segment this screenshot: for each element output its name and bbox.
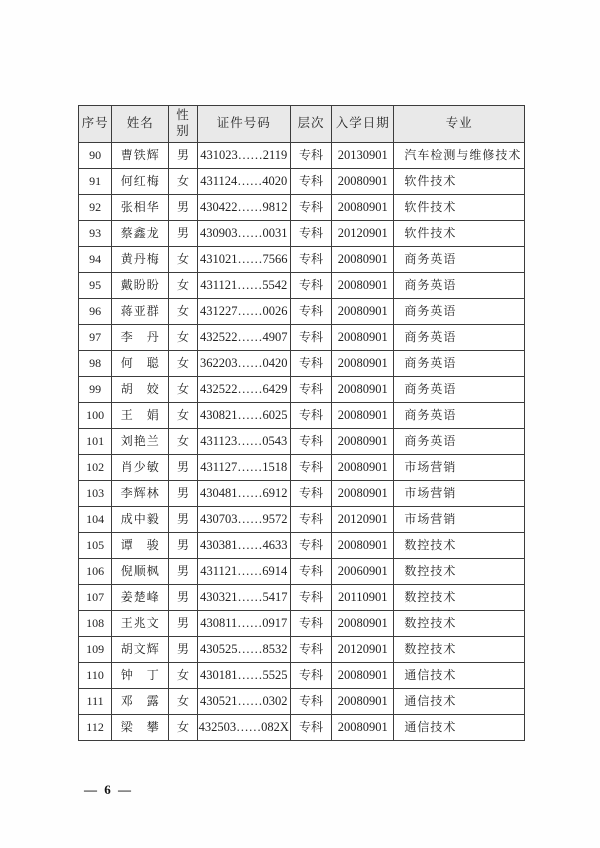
- cell-serial-number: 95: [79, 273, 112, 299]
- table-row: [79, 663, 525, 689]
- cell-level: 专科: [290, 143, 331, 169]
- cell-level: 专科: [290, 689, 331, 715]
- table-row: [79, 221, 525, 247]
- cell-gender: 男: [169, 221, 197, 247]
- cell-serial-number: 91: [79, 169, 112, 195]
- cell-serial-number: 96: [79, 299, 112, 325]
- cell-enrollment-date: 20080901: [332, 403, 394, 429]
- cell-gender: 男: [169, 195, 197, 221]
- cell-level: 专科: [290, 715, 331, 741]
- table-row: [79, 559, 525, 585]
- cell-serial-number: 105: [79, 533, 112, 559]
- cell-serial-number: 94: [79, 247, 112, 273]
- cell-enrollment-date: 20080901: [332, 689, 394, 715]
- table-row: [79, 637, 525, 663]
- cell-student-name: 姜楚峰: [112, 585, 169, 611]
- cell-serial-number: 93: [79, 221, 112, 247]
- cell-gender: 男: [169, 637, 197, 663]
- cell-level: 专科: [290, 247, 331, 273]
- cell-level: 专科: [290, 533, 331, 559]
- cell-id-number: 431121……5542: [197, 273, 290, 299]
- page-number: — 6 —: [84, 782, 133, 797]
- cell-level: 专科: [290, 403, 331, 429]
- cell-student-name: 谭 骏: [112, 533, 169, 559]
- cell-gender: 男: [169, 533, 197, 559]
- table-row: [79, 143, 525, 169]
- cell-enrollment-date: 20080901: [332, 611, 394, 637]
- table-body: [79, 143, 525, 741]
- cell-major: 数控技术: [394, 637, 525, 663]
- cell-enrollment-date: 20130901: [332, 143, 394, 169]
- cell-serial-number: 108: [79, 611, 112, 637]
- cell-enrollment-date: 20080901: [332, 715, 394, 741]
- cell-id-number: 431227……0026: [197, 299, 290, 325]
- column-header-student-name: 姓名: [112, 106, 169, 143]
- table-row: [79, 507, 525, 533]
- cell-id-number: 431123……0543: [197, 429, 290, 455]
- cell-id-number: 431023……2119: [197, 143, 290, 169]
- cell-major: 通信技术: [394, 715, 525, 741]
- table-header: [79, 106, 525, 143]
- cell-student-name: 倪顺枫: [112, 559, 169, 585]
- cell-level: 专科: [290, 273, 331, 299]
- cell-serial-number: 90: [79, 143, 112, 169]
- table-row: [79, 533, 525, 559]
- cell-level: 专科: [290, 221, 331, 247]
- table-row: [79, 377, 525, 403]
- table-row: [79, 273, 525, 299]
- cell-major: 数控技术: [394, 585, 525, 611]
- cell-level: 专科: [290, 299, 331, 325]
- cell-serial-number: 102: [79, 455, 112, 481]
- cell-major: 商务英语: [394, 299, 525, 325]
- cell-gender: 男: [169, 611, 197, 637]
- cell-student-name: 王 娟: [112, 403, 169, 429]
- cell-serial-number: 109: [79, 637, 112, 663]
- cell-gender: 男: [169, 559, 197, 585]
- cell-enrollment-date: 20120901: [332, 221, 394, 247]
- cell-major: 数控技术: [394, 533, 525, 559]
- cell-major: 数控技术: [394, 611, 525, 637]
- cell-gender: 男: [169, 455, 197, 481]
- cell-level: 专科: [290, 351, 331, 377]
- cell-id-number: 430181……5525: [197, 663, 290, 689]
- cell-enrollment-date: 20080901: [332, 169, 394, 195]
- cell-student-name: 刘艳兰: [112, 429, 169, 455]
- cell-serial-number: 99: [79, 377, 112, 403]
- cell-level: 专科: [290, 325, 331, 351]
- cell-level: 专科: [290, 611, 331, 637]
- cell-serial-number: 111: [79, 689, 112, 715]
- cell-level: 专科: [290, 585, 331, 611]
- cell-enrollment-date: 20080901: [332, 299, 394, 325]
- column-header-serial-number: 序号: [79, 106, 112, 143]
- cell-major: 汽车检测与维修技术: [394, 143, 525, 169]
- cell-id-number: 432522……4907: [197, 325, 290, 351]
- table-row: [79, 611, 525, 637]
- table-header-row: [79, 106, 525, 143]
- column-header-gender: 性别: [169, 106, 197, 143]
- cell-id-number: 430525……8532: [197, 637, 290, 663]
- cell-enrollment-date: 20080901: [332, 663, 394, 689]
- cell-gender: 女: [169, 273, 197, 299]
- cell-gender: 女: [169, 325, 197, 351]
- cell-major: 通信技术: [394, 689, 525, 715]
- cell-serial-number: 92: [79, 195, 112, 221]
- cell-student-name: 梁 攀: [112, 715, 169, 741]
- cell-student-name: 李辉林: [112, 481, 169, 507]
- table-row: [79, 715, 525, 741]
- cell-serial-number: 97: [79, 325, 112, 351]
- cell-enrollment-date: 20120901: [332, 637, 394, 663]
- cell-major: 数控技术: [394, 559, 525, 585]
- cell-id-number: 430821……6025: [197, 403, 290, 429]
- table-row: [79, 195, 525, 221]
- cell-enrollment-date: 20080901: [332, 273, 394, 299]
- cell-level: 专科: [290, 455, 331, 481]
- cell-student-name: 蔡鑫龙: [112, 221, 169, 247]
- cell-student-name: 戴盼盼: [112, 273, 169, 299]
- cell-id-number: 430811……0917: [197, 611, 290, 637]
- cell-serial-number: 107: [79, 585, 112, 611]
- cell-id-number: 430422……9812: [197, 195, 290, 221]
- cell-student-name: 张相华: [112, 195, 169, 221]
- cell-student-name: 王兆文: [112, 611, 169, 637]
- cell-major: 软件技术: [394, 221, 525, 247]
- cell-major: 商务英语: [394, 273, 525, 299]
- cell-major: 商务英语: [394, 377, 525, 403]
- table-row: [79, 455, 525, 481]
- cell-serial-number: 103: [79, 481, 112, 507]
- cell-student-name: 肖少敏: [112, 455, 169, 481]
- cell-major: 市场营销: [394, 481, 525, 507]
- cell-level: 专科: [290, 169, 331, 195]
- cell-student-name: 曹铁辉: [112, 143, 169, 169]
- cell-id-number: 431127……1518: [197, 455, 290, 481]
- cell-major: 软件技术: [394, 195, 525, 221]
- cell-student-name: 胡 姣: [112, 377, 169, 403]
- cell-major: 通信技术: [394, 663, 525, 689]
- cell-major: 市场营销: [394, 455, 525, 481]
- table-row: [79, 351, 525, 377]
- student-record-table: [78, 105, 525, 741]
- cell-serial-number: 106: [79, 559, 112, 585]
- cell-major: 商务英语: [394, 247, 525, 273]
- cell-gender: 女: [169, 663, 197, 689]
- cell-level: 专科: [290, 195, 331, 221]
- cell-level: 专科: [290, 429, 331, 455]
- cell-student-name: 成中毅: [112, 507, 169, 533]
- cell-gender: 男: [169, 143, 197, 169]
- column-header-id-number: 证件号码: [197, 106, 290, 143]
- table-row: [79, 325, 525, 351]
- cell-gender: 女: [169, 247, 197, 273]
- cell-level: 专科: [290, 481, 331, 507]
- cell-gender: 男: [169, 481, 197, 507]
- cell-id-number: 430521……0302: [197, 689, 290, 715]
- cell-gender: 女: [169, 429, 197, 455]
- cell-enrollment-date: 20080901: [332, 455, 394, 481]
- table-row: [79, 299, 525, 325]
- cell-serial-number: 98: [79, 351, 112, 377]
- cell-id-number: 430903……0031: [197, 221, 290, 247]
- column-header-enrollment-date: 入学日期: [332, 106, 394, 143]
- cell-enrollment-date: 20110901: [332, 585, 394, 611]
- cell-enrollment-date: 20080901: [332, 351, 394, 377]
- cell-enrollment-date: 20080901: [332, 195, 394, 221]
- cell-gender: 女: [169, 403, 197, 429]
- table-row: [79, 169, 525, 195]
- cell-student-name: 何 聪: [112, 351, 169, 377]
- cell-student-name: 邓 露: [112, 689, 169, 715]
- cell-student-name: 李 丹: [112, 325, 169, 351]
- cell-id-number: 430481……6912: [197, 481, 290, 507]
- cell-major: 商务英语: [394, 325, 525, 351]
- cell-enrollment-date: 20080901: [332, 533, 394, 559]
- table-row: [79, 481, 525, 507]
- cell-level: 专科: [290, 637, 331, 663]
- cell-gender: 女: [169, 299, 197, 325]
- cell-student-name: 钟 丁: [112, 663, 169, 689]
- cell-enrollment-date: 20080901: [332, 247, 394, 273]
- cell-serial-number: 100: [79, 403, 112, 429]
- cell-student-name: 何红梅: [112, 169, 169, 195]
- cell-gender: 男: [169, 585, 197, 611]
- table-row: [79, 247, 525, 273]
- cell-level: 专科: [290, 507, 331, 533]
- table-row: [79, 689, 525, 715]
- cell-major: 软件技术: [394, 169, 525, 195]
- cell-gender: 女: [169, 169, 197, 195]
- column-header-major: 专业: [394, 106, 525, 143]
- cell-gender: 男: [169, 507, 197, 533]
- cell-gender: 女: [169, 715, 197, 741]
- cell-id-number: 430703……9572: [197, 507, 290, 533]
- cell-id-number: 431021……7566: [197, 247, 290, 273]
- cell-level: 专科: [290, 559, 331, 585]
- cell-student-name: 黄丹梅: [112, 247, 169, 273]
- cell-id-number: 431124……4020: [197, 169, 290, 195]
- cell-id-number: 430321……5417: [197, 585, 290, 611]
- cell-gender: 女: [169, 377, 197, 403]
- cell-enrollment-date: 20080901: [332, 429, 394, 455]
- cell-serial-number: 110: [79, 663, 112, 689]
- cell-major: 市场营销: [394, 507, 525, 533]
- cell-level: 专科: [290, 377, 331, 403]
- cell-serial-number: 112: [79, 715, 112, 741]
- table-row: [79, 429, 525, 455]
- cell-enrollment-date: 20060901: [332, 559, 394, 585]
- cell-gender: 女: [169, 351, 197, 377]
- cell-gender: 女: [169, 689, 197, 715]
- cell-enrollment-date: 20080901: [332, 481, 394, 507]
- cell-student-name: 蒋亚群: [112, 299, 169, 325]
- cell-major: 商务英语: [394, 403, 525, 429]
- cell-major: 商务英语: [394, 351, 525, 377]
- cell-serial-number: 101: [79, 429, 112, 455]
- cell-enrollment-date: 20080901: [332, 325, 394, 351]
- cell-serial-number: 104: [79, 507, 112, 533]
- table-row: [79, 403, 525, 429]
- cell-enrollment-date: 20120901: [332, 507, 394, 533]
- cell-enrollment-date: 20080901: [332, 377, 394, 403]
- cell-id-number: 362203……0420: [197, 351, 290, 377]
- cell-id-number: 432522……6429: [197, 377, 290, 403]
- table-row: [79, 585, 525, 611]
- cell-major: 商务英语: [394, 429, 525, 455]
- cell-id-number: 432503……082X: [197, 715, 290, 741]
- cell-id-number: 430381……4633: [197, 533, 290, 559]
- cell-level: 专科: [290, 663, 331, 689]
- cell-student-name: 胡文辉: [112, 637, 169, 663]
- cell-id-number: 431121……6914: [197, 559, 290, 585]
- column-header-level: 层次: [290, 106, 331, 143]
